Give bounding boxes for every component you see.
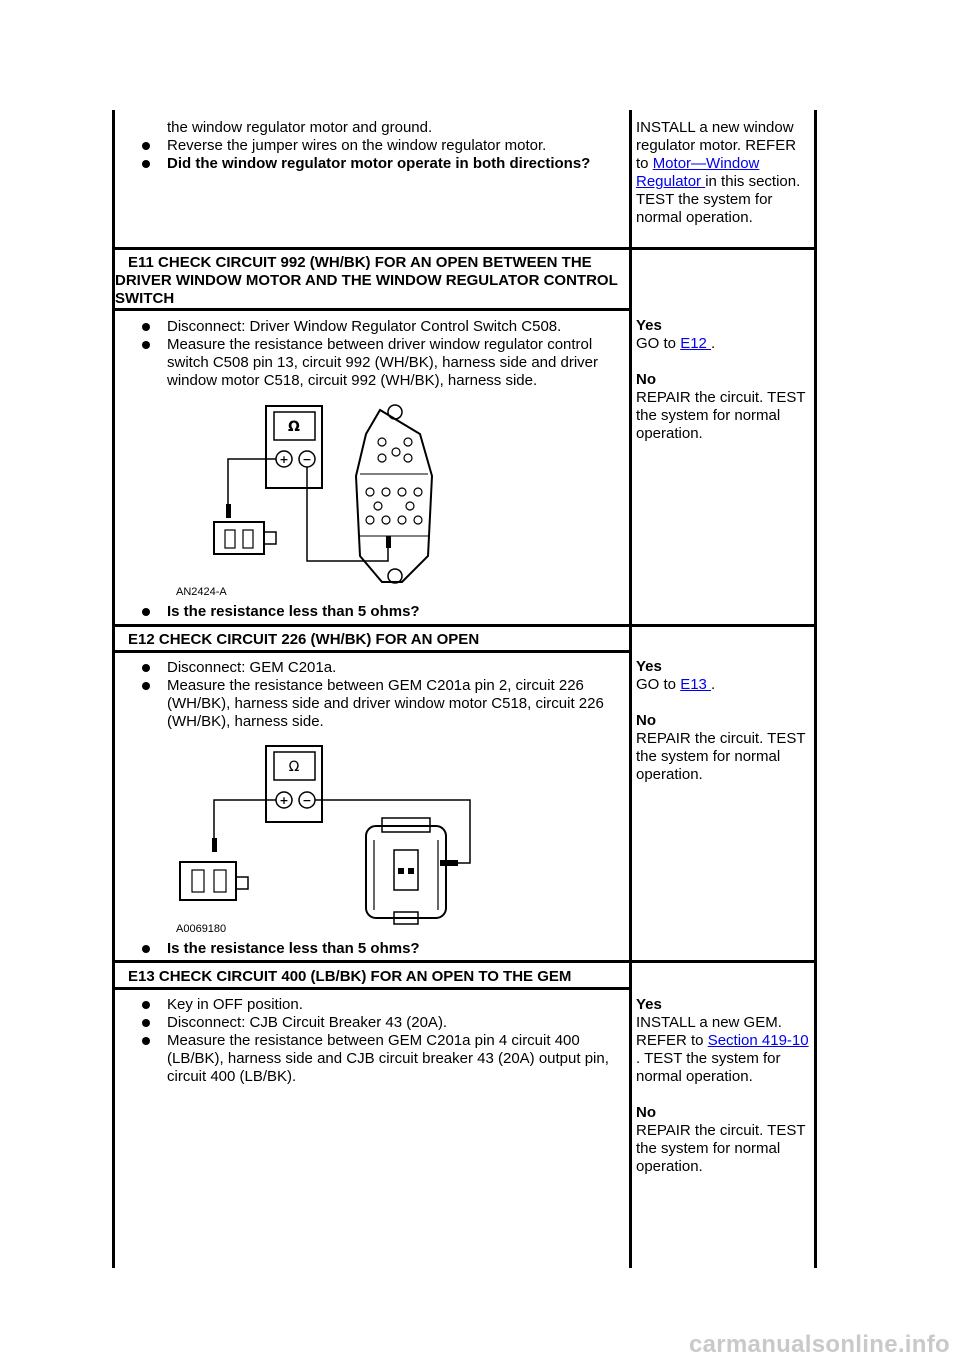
step-text: Measure the resistance between GEM C201a pin 4 circuit 400 (LB/BK), harness side and CJB circuit breaker 43 (20A) output pin, circuit 400 (LB/BK). <box>115 1032 627 1086</box>
e13-steps <box>115 996 627 1086</box>
yes-label: Yes <box>636 996 662 1013</box>
step-text: Reverse the jumper wires on the window regulator motor. <box>115 137 627 155</box>
step-text: Disconnect: GEM C201a. <box>115 659 627 677</box>
yes-end: . <box>711 335 716 352</box>
step-question: Did the window regulator motor operate in both directions? <box>115 155 627 173</box>
step-text: Disconnect: Driver Window Regulator Control Switch C508. <box>115 318 627 336</box>
row-divider <box>112 247 817 250</box>
ohm-symbol: Ω <box>288 419 300 435</box>
row-divider <box>112 624 817 627</box>
watermark: carmanualsonline.info <box>688 1331 950 1358</box>
no-label: No <box>636 371 656 388</box>
step-text: Measure the resistance between GEM C201a pin 2, circuit 226 (WH/BK), harness side and driver window motor C518, circuit 226 (WH/BK), harness side. <box>115 677 627 731</box>
ohm-symbol: Ω <box>288 759 300 775</box>
top-row-answer <box>636 119 812 227</box>
answer-text: in this section. TEST the system for normal operation. <box>636 173 801 226</box>
e11-steps <box>115 318 627 390</box>
motor-window-regulator-link[interactable]: Motor—Window Regulator <box>636 155 760 190</box>
e12-link[interactable]: E12 <box>680 335 712 352</box>
e13-answer <box>636 996 812 1176</box>
table-column-divider <box>629 110 632 1268</box>
row-divider <box>112 960 817 963</box>
minus-terminal: − <box>302 453 312 466</box>
e11-figure <box>170 396 460 601</box>
e12-figure-label: A0069180 <box>176 923 227 935</box>
step-text: Measure the resistance between driver window regulator control switch C508 pin 13, circuit 992 (WH/BK), harness side and driver window motor C518, circuit 992 (WH/BK), harness side. <box>115 336 627 390</box>
e13-heading: E13 CHECK CIRCUIT 400 (LB/BK) FOR AN OPEN TO THE GEM <box>128 968 572 985</box>
no-label: No <box>636 712 656 729</box>
e12-question-wrap <box>115 940 627 958</box>
yes-text: GO to <box>636 676 681 693</box>
e12-figure <box>170 740 480 930</box>
yes-label: Yes <box>636 658 662 675</box>
step-text: the window regulator motor and ground. <box>167 119 433 136</box>
heading-divider <box>112 650 632 653</box>
e12-answer <box>636 658 812 784</box>
heading-divider <box>112 987 632 990</box>
yes-end: . TEST the system for normal operation. <box>636 1050 781 1085</box>
no-text: REPAIR the circuit. TEST the system for normal operation. <box>636 1122 806 1175</box>
answer-text: INSTALL a new window regulator motor. REFER to <box>636 119 797 172</box>
e11-answer <box>636 317 812 443</box>
no-text: REPAIR the circuit. TEST the system for normal operation. <box>636 730 806 783</box>
e11-figure-label: AN2424-A <box>176 586 227 598</box>
minus-terminal: − <box>302 794 312 807</box>
e12-steps <box>115 659 627 731</box>
top-row-steps <box>115 119 627 173</box>
e11-heading: E11 CHECK CIRCUIT 992 (WH/BK) FOR AN OPEN BETWEEN THE DRIVER WINDOW MOTOR AND THE WINDOW REGULATOR CONTROL SWITCH <box>115 254 618 307</box>
heading-divider <box>112 308 632 311</box>
yes-text: GO to <box>636 335 681 352</box>
yes-text: INSTALL a new GEM. REFER to <box>636 1014 782 1049</box>
e11-question-wrap <box>115 603 627 621</box>
table-right-border <box>814 110 817 1268</box>
no-text: REPAIR the circuit. TEST the system for normal operation. <box>636 389 806 442</box>
e12-question: Is the resistance less than 5 ohms? <box>115 940 627 958</box>
plus-terminal: + <box>279 794 289 807</box>
e11-question: Is the resistance less than 5 ohms? <box>115 603 627 621</box>
no-label: No <box>636 1104 656 1121</box>
e13-link[interactable]: E13 <box>680 676 712 693</box>
section-419-10-link[interactable]: Section 419-10 <box>707 1032 809 1049</box>
step-text: Disconnect: CJB Circuit Breaker 43 (20A). <box>115 1014 627 1032</box>
yes-label: Yes <box>636 317 662 334</box>
yes-end: . <box>711 676 716 693</box>
plus-terminal: + <box>279 453 289 466</box>
e12-heading: E12 CHECK CIRCUIT 226 (WH/BK) FOR AN OPEN <box>128 631 480 648</box>
step-text: Key in OFF position. <box>115 996 627 1014</box>
